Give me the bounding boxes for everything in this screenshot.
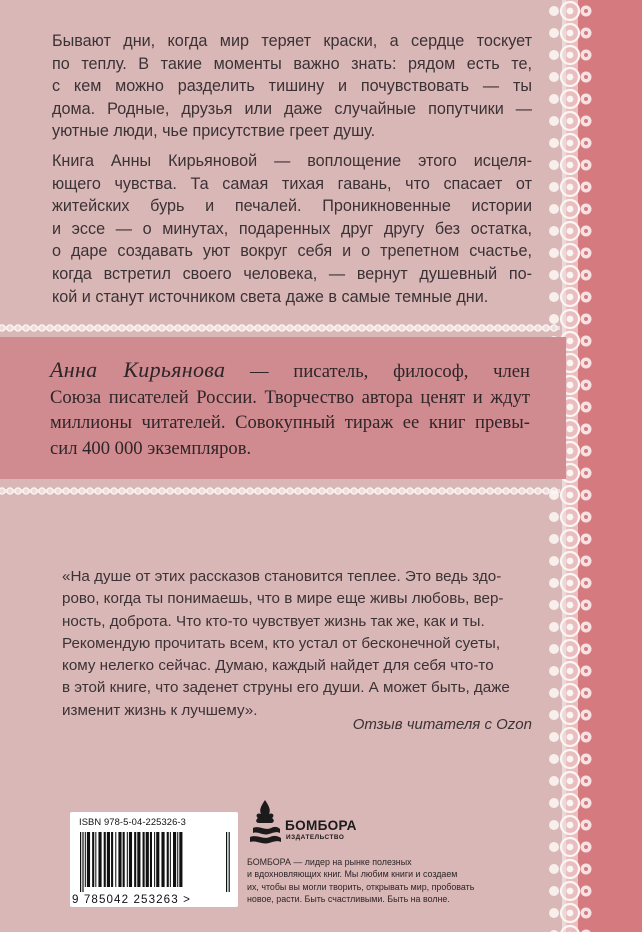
publisher-subtitle: ИЗДАТЕЛЬСТВО <box>286 834 345 841</box>
reader-review <box>62 566 534 722</box>
review-line: «На душе от этих рассказов становится теплее. Это ведь здо- <box>62 568 502 585</box>
barcode-digits: 9 785042 253263 > <box>72 893 191 906</box>
isbn-label: ISBN 978-5-04-225326-3 <box>79 816 186 827</box>
author-bio-line: миллионы читателей. Совокупный тираж ее книг превы- <box>50 412 530 434</box>
review-line: изменит жизнь к лучшему». <box>62 701 258 719</box>
author-bio-first-line <box>50 357 530 385</box>
book-line: житейских бурь и печалей. Проникновенные истории <box>52 197 532 216</box>
intro-line: с кем можно разделить тишину и почувствовать — ты <box>52 77 532 96</box>
publisher-description-line: и вдохновляющих книг. Мы любим книги и создаем <box>247 869 458 880</box>
review-line: рово, когда ты понимаешь, что в мире еще живы любовь, вер- <box>62 590 504 608</box>
book-line: когда встретил своего человека, — вернут душевный по- <box>52 264 532 283</box>
publisher-description-line: БОМБОРА — лидер на рынке полезных <box>247 857 412 867</box>
author-bio-line: сил 400 000 экземпляров. <box>50 437 252 459</box>
review-line: кому нелегко сейчас. Думаю, каждый найдет для себя что-то <box>62 657 494 675</box>
review-source: Отзыв читателя с Ozon <box>352 716 532 733</box>
intro-paragraph <box>52 30 532 143</box>
barcode-icon <box>76 832 232 892</box>
intro-line: дома. Родные, друзья или даже случайные попутчики — <box>52 99 532 118</box>
publisher-description-line: их, чтобы вы могли творить, открывать мир, пробовать <box>247 881 475 892</box>
book-paragraph <box>52 150 532 308</box>
author-bio-line: — писатель, философ, член <box>250 361 530 382</box>
bombora-logo-icon <box>247 798 283 850</box>
book-line: и эссе — о минутах, подаренных друг другу без остатка, <box>52 219 532 238</box>
review-line: в этой книге, что заденет струны его души. А может быть, даже <box>62 679 510 697</box>
review-line: Рекомендую прочитать всем, кто устал от бесконечной суеты, <box>62 634 501 652</box>
book-line: о даре создавать уют вокруг себя и о трепетном счастье, <box>52 242 532 261</box>
lace-divider-top <box>0 323 560 333</box>
barcode-box <box>70 812 238 907</box>
intro-line: по теплу. В такие моменты важно знать: рядом есть те, <box>52 54 532 73</box>
author-bio-line: Союза писателей России. Творчество автора ценят и ждут <box>50 386 530 408</box>
intro-line: уютные люди, чье присутствие греет душу. <box>52 122 376 141</box>
intro-line: Бывают дни, когда мир теряет краски, а сердце тоскует <box>52 32 532 50</box>
book-line: ющего чувства. Та самая тихая гавань, что спасает от <box>52 174 532 193</box>
publisher-description-line: новое, расти. Быть счастливыми. Быть на волне. <box>247 894 450 905</box>
publisher-description <box>247 856 537 906</box>
review-line: ность, доброта. Что кто-то чувствует жизнь так же, как и ты. <box>62 612 485 630</box>
author-name: Анна Кирьянова <box>50 357 226 382</box>
book-line: Книга Анны Кирьяновой — воплощение этого исцеля- <box>52 152 532 170</box>
publisher-logo <box>247 798 357 850</box>
author-bio <box>50 357 530 461</box>
publisher-name: БОМБОРА <box>285 818 357 833</box>
book-line: кой и станут источником света даже в самые темные дни. <box>52 287 489 306</box>
lace-divider-bottom <box>0 486 560 496</box>
